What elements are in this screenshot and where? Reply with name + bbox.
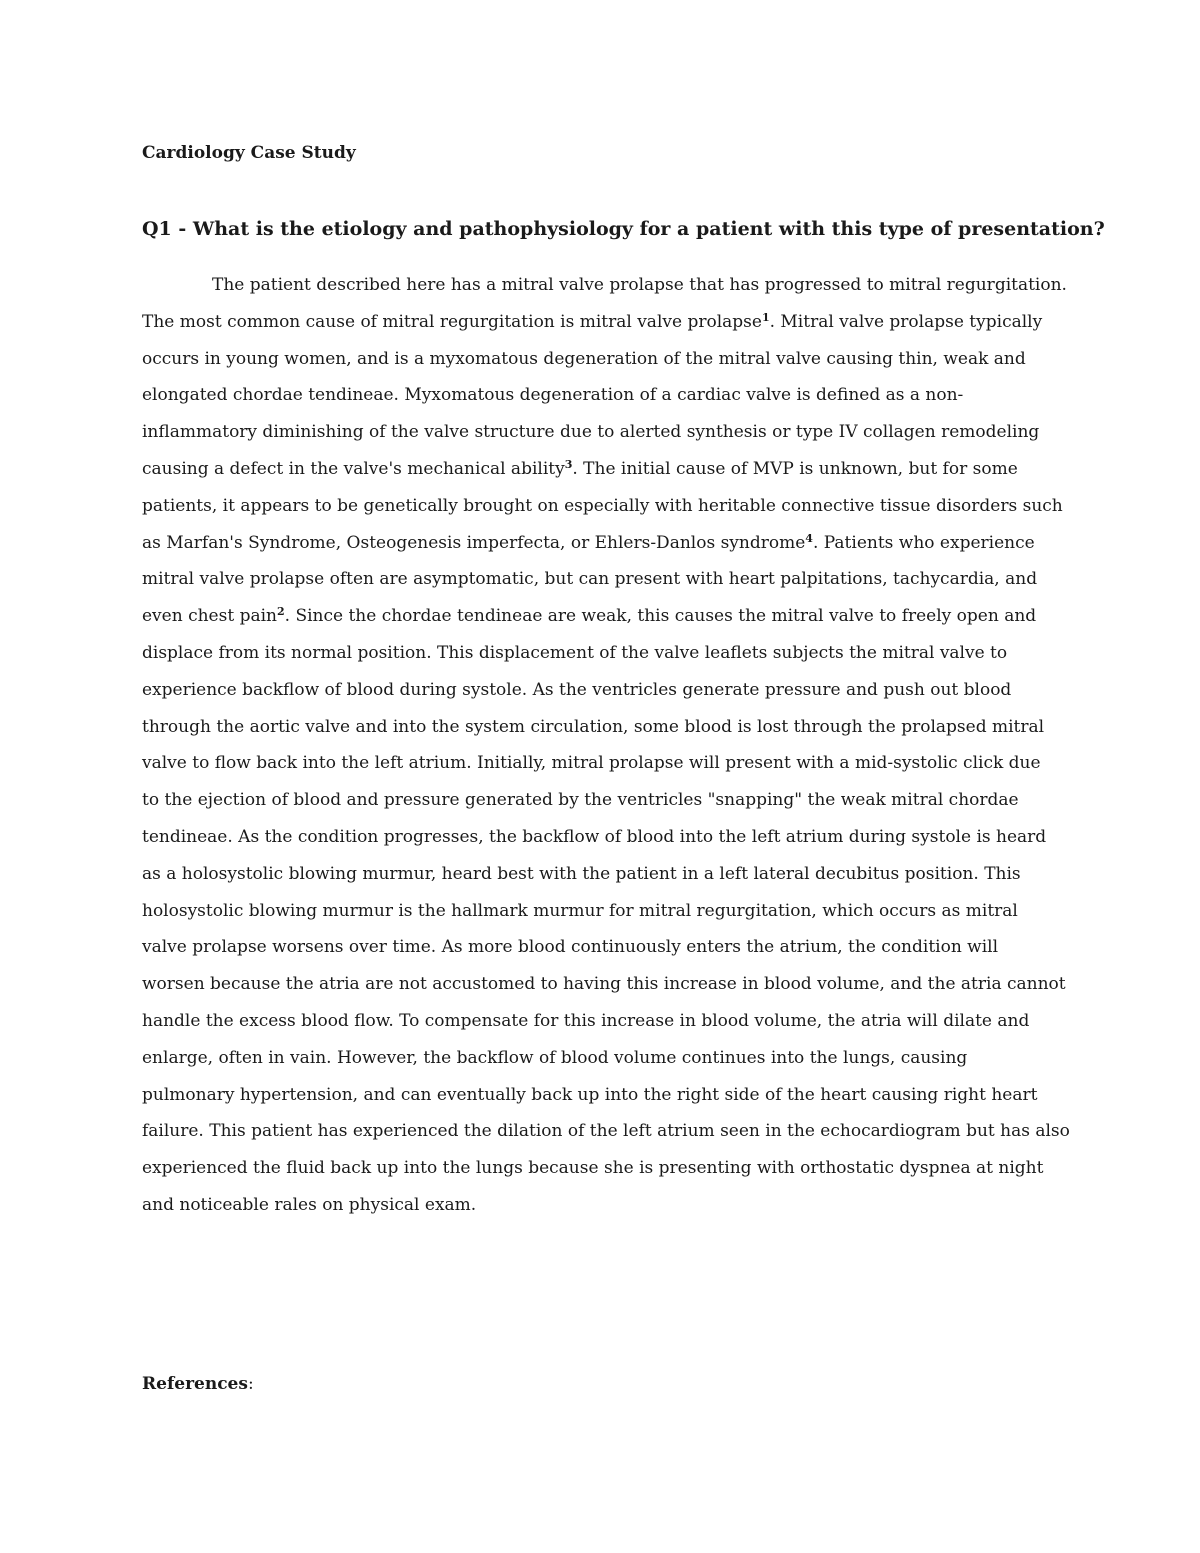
- paragraph-line: [142, 1120, 1070, 1142]
- references-heading: [142, 1374, 254, 1394]
- line-text: and noticeable rales on physical exam.: [142, 1195, 477, 1215]
- paragraph-line: [142, 311, 1042, 333]
- paragraph-line: [142, 1157, 1043, 1179]
- citation-superscript: 2: [276, 605, 285, 619]
- line-text: worsen because the atria are not accustomed to having this increase in blood volume, and the atria cannot: [142, 974, 1066, 995]
- references-colon: :: [247, 1374, 254, 1394]
- paragraph-line: [142, 1194, 476, 1216]
- paragraph-line: [142, 936, 998, 958]
- paragraph-line: [142, 789, 1019, 811]
- paragraph-line: [142, 605, 1036, 627]
- line-text: patients, it appears to be genetically brought on especially with heritable connective tissue disorders such: [142, 495, 1063, 516]
- line-text: experience backflow of blood during systole. As the ventricles generate pressure and push out blood: [142, 679, 1012, 700]
- paragraph-line: [142, 421, 1039, 443]
- line-text: enlarge, often in vain. However, the backflow of blood volume continues into the lungs, causing: [142, 1047, 968, 1068]
- line-text: occurs in young women, and is a myxomatous degeneration of the mitral valve causing thin, weak and: [142, 348, 1026, 369]
- line-text: elongated chordae tendineae. Myxomatous degeneration of a cardiac valve is defined as a non-: [142, 385, 964, 406]
- line-text: through the aortic valve and into the system circulation, some blood is lost through the prolapsed mitral: [142, 716, 1045, 737]
- line-text: causing a defect in the valve's mechanical ability: [142, 459, 565, 479]
- citation-superscript: 1: [761, 310, 770, 324]
- line-text-continued: . The initial cause of MVP is unknown, but for some: [572, 459, 1018, 479]
- paragraph-line: [142, 458, 1018, 480]
- line-text-continued: . Since the chordae tendineae are weak, this causes the mitral valve to freely open and: [284, 606, 1037, 627]
- paragraph-line: [142, 826, 1046, 848]
- paragraph-line: [142, 348, 1026, 370]
- paragraph-line: [142, 568, 1037, 590]
- line-text: mitral valve prolapse often are asymptomatic, but can present with heart palpitations, tachycardia, and: [142, 569, 1038, 590]
- document-title: Cardiology Case Study: [142, 143, 356, 163]
- paragraph-line: [212, 274, 1067, 296]
- line-text: displace from its normal position. This displacement of the valve leaflets subjects the mitral valve to: [142, 643, 1008, 663]
- paragraph-line: [142, 642, 1007, 664]
- line-text: inflammatory diminishing of the valve structure due to alerted synthesis or type IV collagen remodeling: [142, 422, 1040, 443]
- line-text: failure. This patient has experienced the dilation of the left atrium seen in the echocardiogram but has also: [142, 1121, 1070, 1142]
- line-text: tendineae. As the condition progresses, the backflow of blood into the left atrium during systole is heard: [142, 827, 1047, 847]
- paragraph-line: [142, 1047, 967, 1069]
- paragraph-line: [142, 973, 1066, 995]
- paragraph-line: [142, 384, 963, 406]
- paragraph-line: [142, 1010, 1029, 1032]
- line-text: holosystolic blowing murmur is the hallmark murmur for mitral regurgitation, which occurs as mitral: [142, 900, 1018, 921]
- paragraph-line: [142, 863, 1021, 885]
- question-heading: Q1 - What is the etiology and pathophysiology for a patient with this type of presentation?: [142, 218, 1105, 240]
- paragraph-line: [142, 532, 1035, 554]
- line-text-continued: . Mitral valve prolapse typically: [769, 311, 1043, 332]
- line-text: to the ejection of blood and pressure generated by the ventricles "snapping" the weak mitral chordae: [142, 790, 1019, 811]
- line-text: valve prolapse worsens over time. As more blood continuously enters the atrium, the condition will: [142, 937, 999, 958]
- citation-superscript: 4: [805, 531, 813, 545]
- line-text-continued: . Patients who experience: [812, 532, 1035, 553]
- line-text: as Marfan's Syndrome, Osteogenesis imperfecta, or Ehlers-Danlos syndrome: [142, 532, 806, 553]
- citation-superscript: 3: [564, 458, 573, 471]
- line-text: pulmonary hypertension, and can eventually back up into the right side of the heart causing right heart: [142, 1084, 1038, 1105]
- line-text: valve to flow back into the left atrium. Initially, mitral prolapse will present with a mid-systolic click due: [142, 753, 1041, 774]
- references-label: References: [142, 1374, 248, 1394]
- paragraph-line: [142, 495, 1063, 517]
- paragraph-line: [142, 679, 1011, 701]
- line-text: handle the excess blood flow. To compensate for this increase in blood volume, the atria will dilate and: [142, 1011, 1030, 1031]
- paragraph-line: [142, 900, 1018, 922]
- line-text: experienced the fluid back up into the lungs because she is presenting with orthostatic dyspnea at night: [142, 1158, 1044, 1179]
- line-text: as a holosystolic blowing murmur, heard best with the patient in a left lateral decubitus position. This: [142, 863, 1021, 884]
- line-text: even chest pain: [142, 606, 277, 627]
- line-text: The patient described here has a mitral valve prolapse that has progressed to mitral regurgitation.: [212, 275, 1067, 295]
- line-text: The most common cause of mitral regurgitation is mitral valve prolapse: [142, 311, 762, 332]
- paragraph-line: [142, 716, 1044, 738]
- paragraph-line: [142, 752, 1041, 774]
- paragraph-line: [142, 1084, 1037, 1106]
